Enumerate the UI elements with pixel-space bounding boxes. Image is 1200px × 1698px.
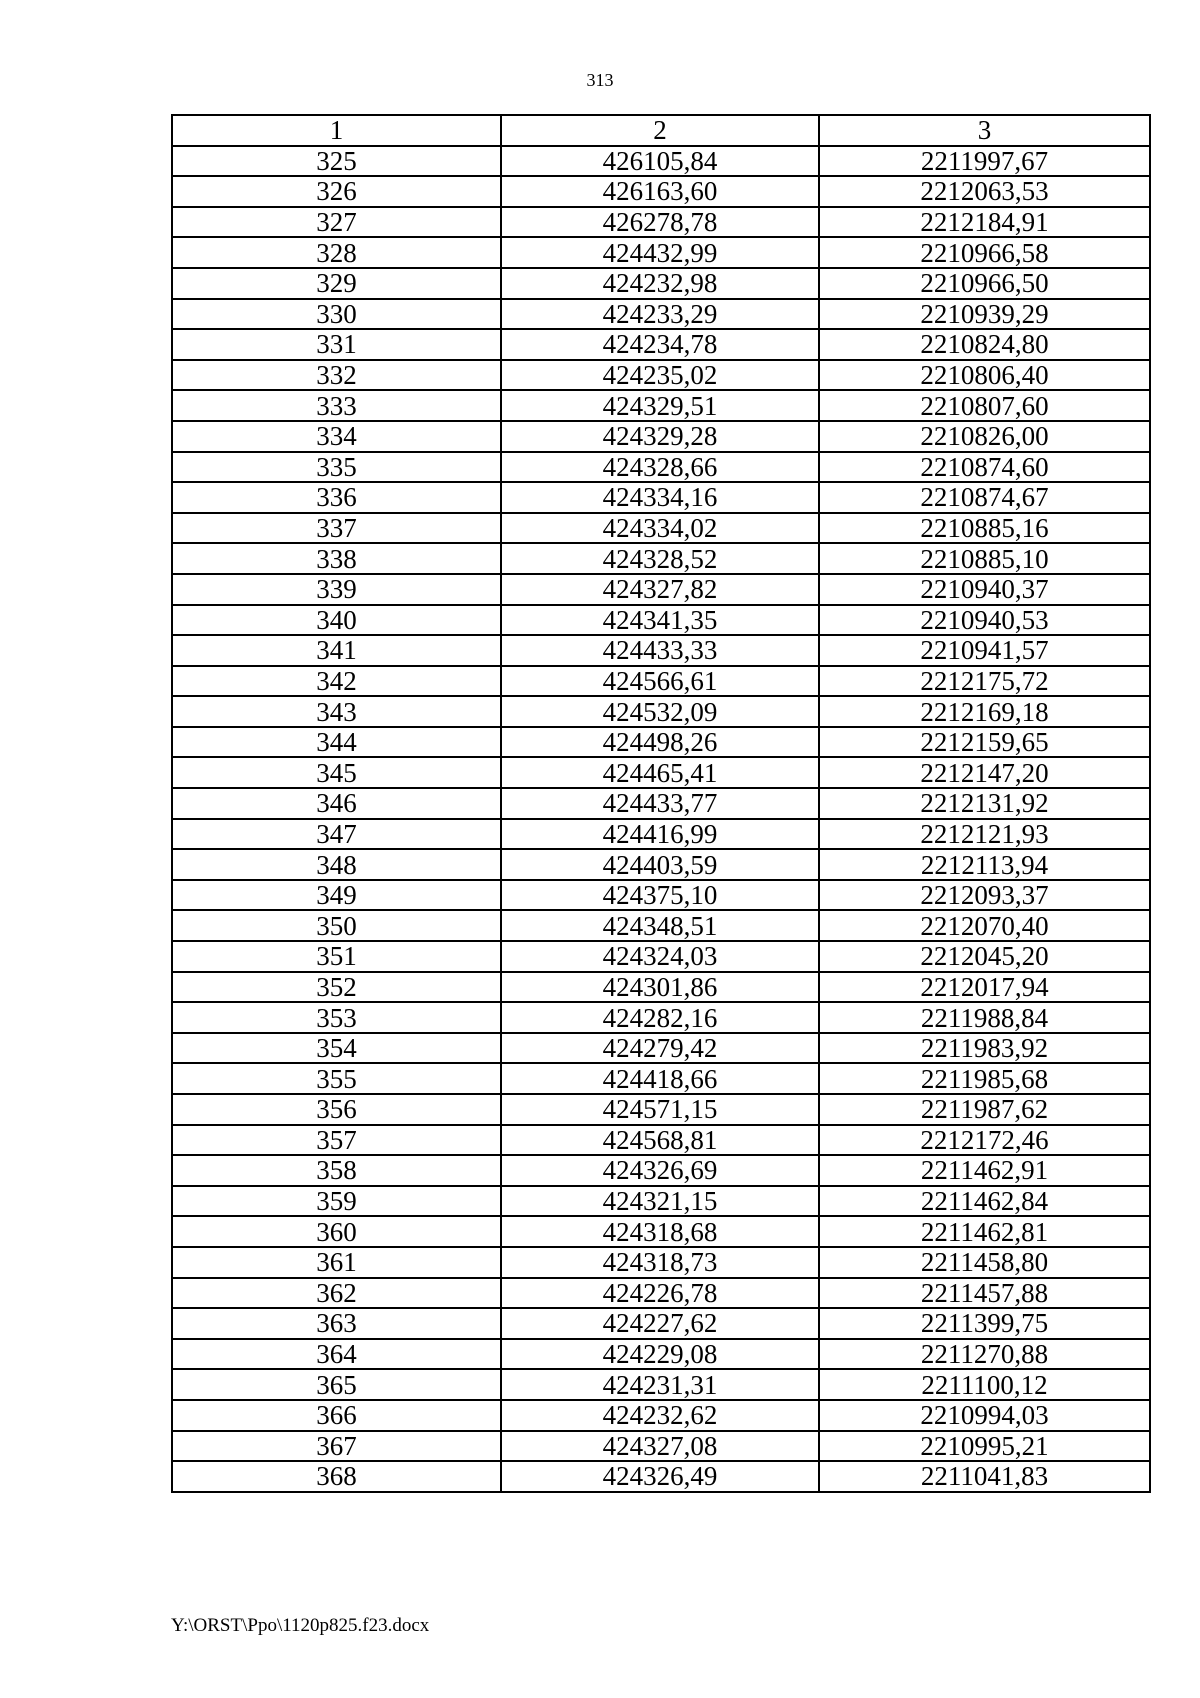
- table-row: [172, 1278, 1150, 1309]
- header-row: [172, 115, 1150, 146]
- y-coordinate-cell: 2211399,75: [819, 1308, 1150, 1339]
- point-number-cell: 358: [172, 1155, 501, 1186]
- table-row: [172, 941, 1150, 972]
- table-row: [172, 1155, 1150, 1186]
- table-row: [172, 482, 1150, 513]
- x-coordinate-cell: 424328,52: [501, 543, 819, 574]
- point-number-cell: 357: [172, 1125, 501, 1156]
- y-coordinate-cell: 2210885,10: [819, 543, 1150, 574]
- point-number-cell: 343: [172, 696, 501, 727]
- point-number-cell: 331: [172, 329, 501, 360]
- column-header-1: 1: [172, 115, 501, 146]
- coordinates-table: [171, 114, 1151, 1493]
- table-row: [172, 513, 1150, 544]
- point-number-cell: 340: [172, 605, 501, 636]
- point-number-cell: 344: [172, 727, 501, 758]
- y-coordinate-cell: 2210994,03: [819, 1400, 1150, 1431]
- table-row: [172, 1186, 1150, 1217]
- table-row: [172, 1094, 1150, 1125]
- x-coordinate-cell: 424329,51: [501, 390, 819, 421]
- y-coordinate-cell: 2212147,20: [819, 757, 1150, 788]
- y-coordinate-cell: 2211041,83: [819, 1461, 1150, 1492]
- table-row: [172, 819, 1150, 850]
- x-coordinate-cell: 424465,41: [501, 757, 819, 788]
- point-number-cell: 326: [172, 176, 501, 207]
- y-coordinate-cell: 2211983,92: [819, 1033, 1150, 1064]
- table-row: [172, 696, 1150, 727]
- y-coordinate-cell: 2210940,37: [819, 574, 1150, 605]
- footer-file-path: Y:\ORST\Ppo\1120p825.f23.docx: [171, 1615, 430, 1636]
- x-coordinate-cell: 424233,29: [501, 299, 819, 330]
- table-row: [172, 421, 1150, 452]
- point-number-cell: 337: [172, 513, 501, 544]
- point-number-cell: 356: [172, 1094, 501, 1125]
- point-number-cell: 328: [172, 237, 501, 268]
- y-coordinate-cell: 2212169,18: [819, 696, 1150, 727]
- column-header-3: 3: [819, 115, 1150, 146]
- point-number-cell: 327: [172, 207, 501, 238]
- table-row: [172, 605, 1150, 636]
- x-coordinate-cell: 424498,26: [501, 727, 819, 758]
- y-coordinate-cell: 2210807,60: [819, 390, 1150, 421]
- y-coordinate-cell: 2211270,88: [819, 1339, 1150, 1370]
- x-coordinate-cell: 424231,31: [501, 1369, 819, 1400]
- x-coordinate-cell: 424571,15: [501, 1094, 819, 1125]
- x-coordinate-cell: 424326,69: [501, 1155, 819, 1186]
- page-number: 313: [586, 70, 614, 90]
- x-coordinate-cell: 424226,78: [501, 1278, 819, 1309]
- x-coordinate-cell: 424334,16: [501, 482, 819, 513]
- point-number-cell: 334: [172, 421, 501, 452]
- y-coordinate-cell: 2211988,84: [819, 1002, 1150, 1033]
- x-coordinate-cell: 424229,08: [501, 1339, 819, 1370]
- table-row: [172, 360, 1150, 391]
- x-coordinate-cell: 424235,02: [501, 360, 819, 391]
- x-coordinate-cell: 424375,10: [501, 880, 819, 911]
- point-number-cell: 363: [172, 1308, 501, 1339]
- x-coordinate-cell: 424568,81: [501, 1125, 819, 1156]
- table-row: [172, 1308, 1150, 1339]
- table-body: [172, 146, 1150, 1492]
- point-number-cell: 353: [172, 1002, 501, 1033]
- table-row: [172, 1431, 1150, 1462]
- y-coordinate-cell: 2212045,20: [819, 941, 1150, 972]
- table-row: [172, 176, 1150, 207]
- y-coordinate-cell: 2212159,65: [819, 727, 1150, 758]
- y-coordinate-cell: 2211462,81: [819, 1216, 1150, 1247]
- x-coordinate-cell: 424341,35: [501, 605, 819, 636]
- table-row: [172, 543, 1150, 574]
- x-coordinate-cell: 424279,42: [501, 1033, 819, 1064]
- table-row: [172, 757, 1150, 788]
- x-coordinate-cell: 424232,98: [501, 268, 819, 299]
- table-row: [172, 146, 1150, 177]
- point-number-cell: 366: [172, 1400, 501, 1431]
- y-coordinate-cell: 2210941,57: [819, 635, 1150, 666]
- y-coordinate-cell: 2210966,58: [819, 237, 1150, 268]
- x-coordinate-cell: 424334,02: [501, 513, 819, 544]
- point-number-cell: 365: [172, 1369, 501, 1400]
- x-coordinate-cell: 426105,84: [501, 146, 819, 177]
- table-row: [172, 574, 1150, 605]
- point-number-cell: 346: [172, 788, 501, 819]
- table-row: [172, 910, 1150, 941]
- point-number-cell: 330: [172, 299, 501, 330]
- y-coordinate-cell: 2212017,94: [819, 972, 1150, 1003]
- x-coordinate-cell: 424433,77: [501, 788, 819, 819]
- table-row: [172, 390, 1150, 421]
- x-coordinate-cell: 424326,49: [501, 1461, 819, 1492]
- table-row: [172, 880, 1150, 911]
- y-coordinate-cell: 2210824,80: [819, 329, 1150, 360]
- point-number-cell: 367: [172, 1431, 501, 1462]
- x-coordinate-cell: 424301,86: [501, 972, 819, 1003]
- point-number-cell: 342: [172, 666, 501, 697]
- x-coordinate-cell: 424318,68: [501, 1216, 819, 1247]
- y-coordinate-cell: 2212070,40: [819, 910, 1150, 941]
- point-number-cell: 368: [172, 1461, 501, 1492]
- point-number-cell: 329: [172, 268, 501, 299]
- point-number-cell: 362: [172, 1278, 501, 1309]
- y-coordinate-cell: 2210874,67: [819, 482, 1150, 513]
- x-coordinate-cell: 424418,66: [501, 1063, 819, 1094]
- point-number-cell: 361: [172, 1247, 501, 1278]
- x-coordinate-cell: 424532,09: [501, 696, 819, 727]
- table-row: [172, 299, 1150, 330]
- point-number-cell: 333: [172, 390, 501, 421]
- point-number-cell: 352: [172, 972, 501, 1003]
- x-coordinate-cell: 424433,33: [501, 635, 819, 666]
- point-number-cell: 332: [172, 360, 501, 391]
- table-row: [172, 1247, 1150, 1278]
- table-row: [172, 1369, 1150, 1400]
- y-coordinate-cell: 2210939,29: [819, 299, 1150, 330]
- table-row: [172, 452, 1150, 483]
- point-number-cell: 345: [172, 757, 501, 788]
- y-coordinate-cell: 2210966,50: [819, 268, 1150, 299]
- table-row: [172, 1002, 1150, 1033]
- y-coordinate-cell: 2211997,67: [819, 146, 1150, 177]
- y-coordinate-cell: 2211458,80: [819, 1247, 1150, 1278]
- y-coordinate-cell: 2210995,21: [819, 1431, 1150, 1462]
- x-coordinate-cell: 424566,61: [501, 666, 819, 697]
- table-row: [172, 1125, 1150, 1156]
- y-coordinate-cell: 2212093,37: [819, 880, 1150, 911]
- x-coordinate-cell: 424324,03: [501, 941, 819, 972]
- x-coordinate-cell: 424327,82: [501, 574, 819, 605]
- y-coordinate-cell: 2212063,53: [819, 176, 1150, 207]
- point-number-cell: 348: [172, 849, 501, 880]
- y-coordinate-cell: 2211100,12: [819, 1369, 1150, 1400]
- x-coordinate-cell: 424329,28: [501, 421, 819, 452]
- x-coordinate-cell: 426278,78: [501, 207, 819, 238]
- table-row: [172, 1400, 1150, 1431]
- y-coordinate-cell: 2212113,94: [819, 849, 1150, 880]
- y-coordinate-cell: 2212172,46: [819, 1125, 1150, 1156]
- point-number-cell: 350: [172, 910, 501, 941]
- y-coordinate-cell: 2210885,16: [819, 513, 1150, 544]
- y-coordinate-cell: 2212175,72: [819, 666, 1150, 697]
- point-number-cell: 339: [172, 574, 501, 605]
- y-coordinate-cell: 2212131,92: [819, 788, 1150, 819]
- table-row: [172, 329, 1150, 360]
- y-coordinate-cell: 2210806,40: [819, 360, 1150, 391]
- y-coordinate-cell: 2210940,53: [819, 605, 1150, 636]
- point-number-cell: 360: [172, 1216, 501, 1247]
- y-coordinate-cell: 2211985,68: [819, 1063, 1150, 1094]
- table-row: [172, 849, 1150, 880]
- x-coordinate-cell: 424327,08: [501, 1431, 819, 1462]
- point-number-cell: 325: [172, 146, 501, 177]
- y-coordinate-cell: 2210874,60: [819, 452, 1150, 483]
- column-header-2: 2: [501, 115, 819, 146]
- table-header: [172, 115, 1150, 146]
- x-coordinate-cell: 424416,99: [501, 819, 819, 850]
- y-coordinate-cell: 2211457,88: [819, 1278, 1150, 1309]
- table-row: [172, 727, 1150, 758]
- point-number-cell: 336: [172, 482, 501, 513]
- table-row: [172, 972, 1150, 1003]
- point-number-cell: 359: [172, 1186, 501, 1217]
- point-number-cell: 349: [172, 880, 501, 911]
- point-number-cell: 347: [172, 819, 501, 850]
- y-coordinate-cell: 2210826,00: [819, 421, 1150, 452]
- point-number-cell: 351: [172, 941, 501, 972]
- x-coordinate-cell: 424328,66: [501, 452, 819, 483]
- point-number-cell: 341: [172, 635, 501, 666]
- point-number-cell: 335: [172, 452, 501, 483]
- y-coordinate-cell: 2211987,62: [819, 1094, 1150, 1125]
- table-row: [172, 1216, 1150, 1247]
- point-number-cell: 338: [172, 543, 501, 574]
- x-coordinate-cell: 426163,60: [501, 176, 819, 207]
- table-row: [172, 666, 1150, 697]
- y-coordinate-cell: 2211462,84: [819, 1186, 1150, 1217]
- x-coordinate-cell: 424232,62: [501, 1400, 819, 1431]
- x-coordinate-cell: 424227,62: [501, 1308, 819, 1339]
- x-coordinate-cell: 424348,51: [501, 910, 819, 941]
- y-coordinate-cell: 2212184,91: [819, 207, 1150, 238]
- table-row: [172, 237, 1150, 268]
- x-coordinate-cell: 424282,16: [501, 1002, 819, 1033]
- x-coordinate-cell: 424403,59: [501, 849, 819, 880]
- x-coordinate-cell: 424318,73: [501, 1247, 819, 1278]
- table-row: [172, 268, 1150, 299]
- table-row: [172, 207, 1150, 238]
- x-coordinate-cell: 424234,78: [501, 329, 819, 360]
- table-row: [172, 635, 1150, 666]
- table-row: [172, 1063, 1150, 1094]
- point-number-cell: 354: [172, 1033, 501, 1064]
- table-row: [172, 788, 1150, 819]
- table-row: [172, 1461, 1150, 1492]
- point-number-cell: 355: [172, 1063, 501, 1094]
- point-number-cell: 364: [172, 1339, 501, 1370]
- y-coordinate-cell: 2212121,93: [819, 819, 1150, 850]
- table-row: [172, 1339, 1150, 1370]
- y-coordinate-cell: 2211462,91: [819, 1155, 1150, 1186]
- x-coordinate-cell: 424321,15: [501, 1186, 819, 1217]
- table-row: [172, 1033, 1150, 1064]
- x-coordinate-cell: 424432,99: [501, 237, 819, 268]
